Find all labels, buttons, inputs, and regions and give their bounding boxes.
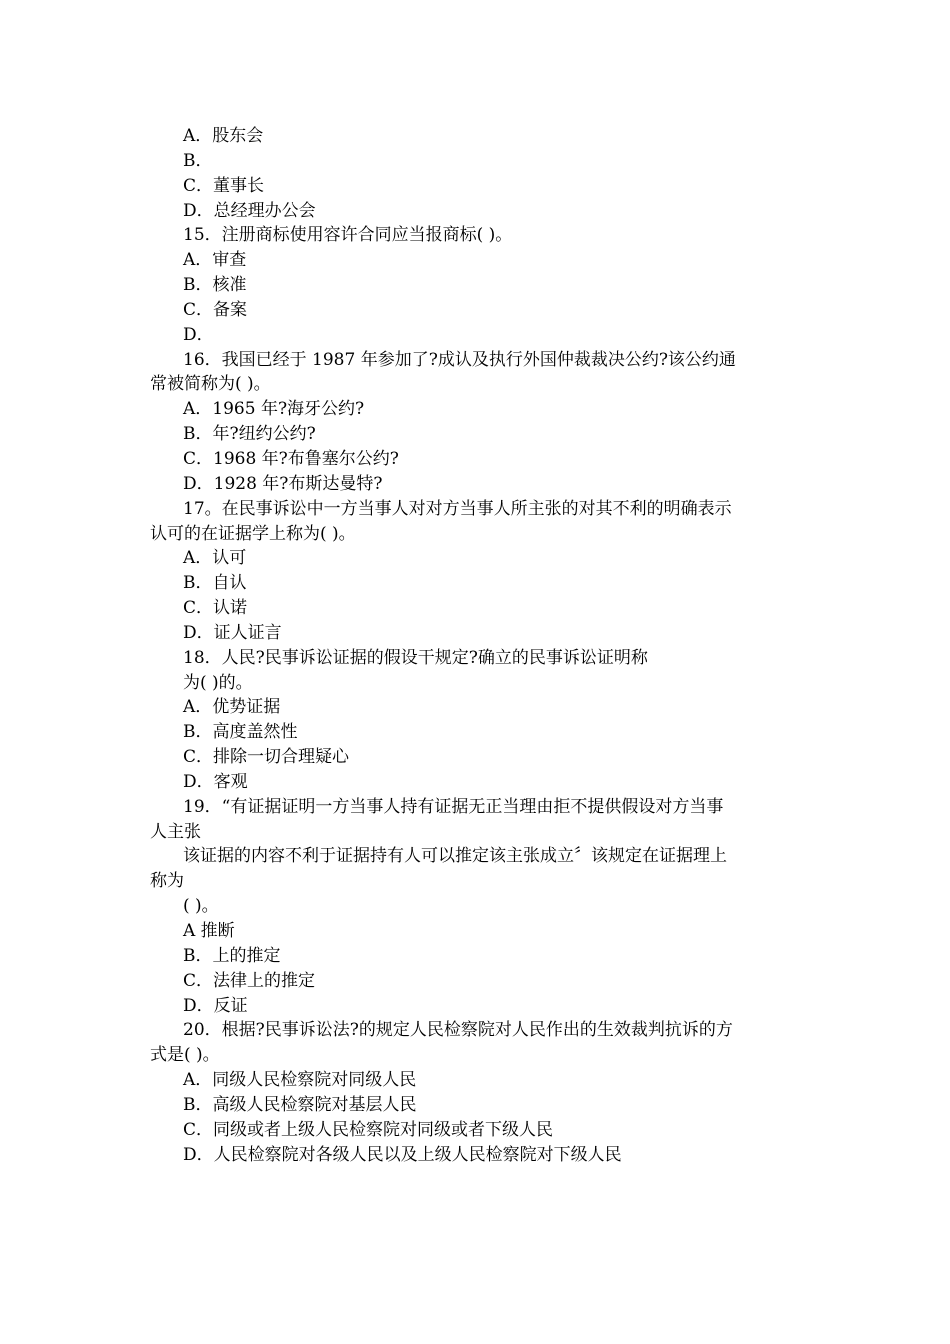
option-d-q19: D．反证 [183, 995, 248, 1016]
question-16: 16．我国已经于 1987 年参加了?成认及执行外国仲裁裁决公约?该公约通 [183, 349, 736, 370]
option-d-q17: D．证人证言 [183, 622, 282, 643]
question-19-cont-4: ( )。 [183, 896, 219, 917]
question-19-cont-2: 该证据的内容不利于证据持有人可以推定该主张成立〞该规定在证据理上 [183, 846, 727, 867]
question-18-cont: 为( )的。 [183, 672, 253, 693]
option-c-q17: C．认诺 [183, 598, 248, 619]
option-b-q20: B．高级人民检察院对基层人民 [183, 1094, 417, 1115]
option-a-q15: A．审查 [183, 250, 247, 271]
question-19-cont-1: 人主张 [150, 821, 201, 842]
option-a-q16: A．1965 年?海牙公约? [183, 399, 365, 420]
option-a-q18: A．优势证据 [183, 697, 281, 718]
question-17: 17。在民事诉讼中一方当事人对对方当事人所主张的对其不利的明确表示 [183, 498, 732, 519]
option-d-q14: D．总经理办公会 [183, 200, 316, 221]
option-c-q18: C．排除一切合理疑心 [183, 747, 350, 768]
question-20-cont: 式是( )。 [150, 1045, 220, 1066]
option-a-q19: A 推断 [183, 921, 235, 941]
option-c-q16: C．1968 年?布鲁塞尔公约? [183, 448, 399, 469]
document-body [150, 124, 810, 1167]
option-b-q15: B．核准 [183, 275, 247, 296]
question-19-cont-3: 称为 [150, 871, 184, 892]
option-a-q17: A．认可 [183, 548, 247, 569]
question-16-cont: 常被简称为( )。 [150, 374, 271, 395]
option-b-q14: B． [183, 150, 213, 171]
question-18: 18．人民?民事诉讼证据的假设干规定?确立的民事诉讼证明称 [183, 647, 648, 668]
option-a-q14: A．股东会 [183, 126, 264, 146]
option-b-q19: B．上的推定 [183, 945, 281, 966]
option-c-q14: C．董事长 [183, 175, 265, 196]
option-b-q18: B．高度盖然性 [183, 722, 298, 743]
question-20: 20．根据?民事诉讼法?的规定人民检察院对人民作出的生效裁判抗诉的方 [183, 1020, 733, 1041]
option-d-q18: D．客观 [183, 771, 248, 792]
option-b-q16: B．年?纽约公约? [183, 424, 316, 445]
option-d-q16: D．1928 年?布斯达曼特? [183, 473, 383, 494]
question-15: 15．注册商标使用容许合同应当报商标( )。 [183, 225, 513, 246]
option-d-q15: D． [183, 324, 214, 345]
question-17-cont: 认可的在证据学上称为( )。 [150, 523, 356, 544]
option-c-q15: C．备案 [183, 299, 248, 320]
option-a-q20: A．同级人民检察院对同级人民 [183, 1070, 417, 1091]
option-d-q20: D．人民检察院对各级人民以及上级人民检察院对下级人民 [183, 1144, 622, 1165]
option-c-q19: C．法律上的推定 [183, 970, 316, 991]
option-b-q17: B．自认 [183, 573, 247, 594]
question-19: 19．“有证据证明一方当事人持有证据无正当理由拒不提供假设对方当事 [183, 796, 724, 817]
option-c-q20: C．同级或者上级人民检察院对同级或者下级人民 [183, 1119, 554, 1140]
